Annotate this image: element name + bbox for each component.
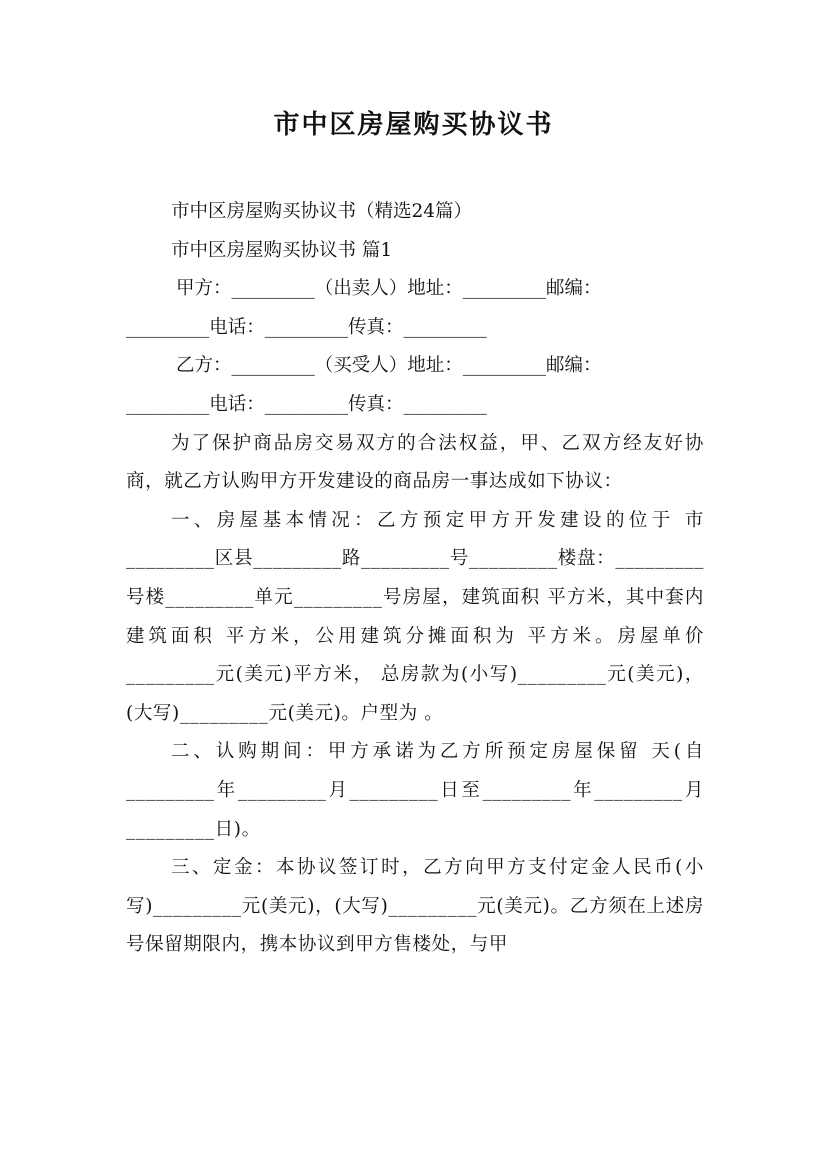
document-body (126, 193, 704, 965)
party-b-contact-line: _________电话：_________传真：_________ (126, 393, 487, 415)
party-a-contact-line: _________电话：_________传真：_________ (126, 316, 487, 338)
document-title: 市中区房屋购买协议书 (273, 110, 554, 140)
clause-1-paragraph: 一、房屋基本情况：乙方预定甲方开发建设的位于 市_________区县_________路_________号_________楼盘：_________号楼_________单元_________号房屋，建筑面积 平方米，其中套内建筑面积 平方米，公用建筑分摊面积为 平方米。房屋单价_________元(美元)平方米， 总房款为(小写)_________元(美元)，(大写)_________元(美元)。户型为 。 (126, 509, 704, 724)
intro-paragraph: 为了保护商品房交易双方的合法权益，甲、乙双方经友好协商，就乙方认购甲方开发建设的商品房一事达成如下协议： (126, 432, 704, 493)
party-b-line: 乙方：_________（买受人）地址：_________邮编： (176, 355, 602, 377)
collection-heading: 市中区房屋购买协议书（精选24篇） (171, 201, 473, 222)
clause-3-paragraph: 三、定金：本协议签订时，乙方向甲方支付定金人民币(小写)_________元(美元)，(大写)_________元(美元)。乙方须在上述房号保留期限内，携本协议到甲方售楼处，与甲 (126, 857, 704, 956)
party-a-line: 甲方：_________（出卖人）地址：_________邮编： (176, 278, 602, 300)
chapter-heading: 市中区房屋购买协议书 篇1 (171, 239, 393, 261)
clause-2-paragraph: 二、认购期间：甲方承诺为乙方所预定房屋保留 天(自_________年_________月_________日至_________年_________月_________日)。 (126, 741, 704, 840)
